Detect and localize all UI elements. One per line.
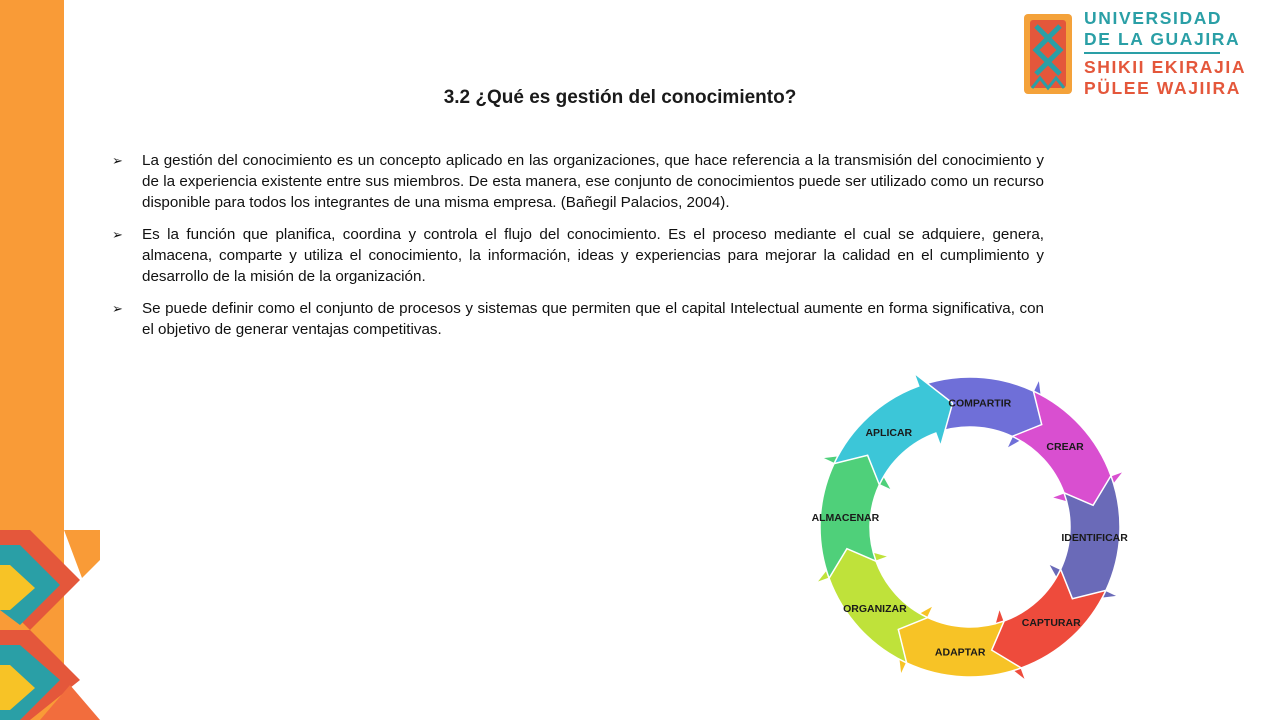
logo-divider — [1084, 52, 1220, 54]
bullet-text-1: La gestión del conocimiento es un concepto aplicado en las organizaciones, que hace referencia a la transmisión del conocimiento y de la experiencia existente entre sus miembros. De esta manera, ese conjunto de conocimientos puede ser utilizado como un recurso disponible para todos los integrantes de una misma empresa. (Bañegil Palacios, 2004). — [142, 152, 1044, 211]
cycle-label-compartir: COMPARTIR — [948, 397, 1012, 410]
logo-line-pulee-wajiira: PÜLEE WAJIIRA — [1084, 78, 1241, 98]
bullet-text-2: Es la función que planifica, coordina y controla el flujo del conocimiento. Es el proceso mediante el cual se adquiere, genera, almacena, comparte y utiliza el conocimiento, la información, ideas y experiencias para mejorar la calidad en el cumplimiento y desarrollo de la misión de la organización. — [142, 226, 1044, 285]
arrowhead-bullet-icon: ➢ — [112, 227, 123, 242]
arrowhead-bullet-icon: ➢ — [112, 301, 123, 316]
logo-line-shikii-ekirajia: SHIKII EKIRAJIA — [1084, 57, 1247, 77]
bullet-list — [112, 150, 1044, 351]
arrowhead-bullet-icon: ➢ — [112, 153, 123, 168]
bullet-item-2 — [112, 224, 1044, 287]
logo-line-de-la-guajira: DE LA GUAJIRA — [1084, 29, 1241, 49]
bullet-text-3: Se puede definir como el conjunto de procesos y sistemas que permiten que el capital Intelectual aumente en forma significativa, con el objetivo de generar ventajas competitivas. — [142, 300, 1044, 338]
knowledge-cycle-diagram — [790, 362, 1150, 692]
cycle-label-almacenar: ALMACENAR — [811, 512, 880, 525]
cycle-label-adaptar: ADAPTAR — [934, 646, 986, 659]
slide-title: 3.2 ¿Qué es gestión del conocimiento? — [443, 87, 797, 108]
bullet-item-1 — [112, 150, 1044, 213]
cycle-label-capturar: CAPTURAR — [1021, 617, 1081, 630]
university-logo-text — [1084, 8, 1247, 99]
logo-line-universidad: UNIVERSIDAD — [1084, 8, 1223, 28]
cycle-label-crear: CREAR — [1046, 440, 1084, 453]
cycle-label-organizar: ORGANIZAR — [843, 603, 907, 616]
woven-pattern-decoration — [0, 530, 100, 720]
bullet-item-3 — [112, 298, 1044, 340]
cycle-label-aplicar: APLICAR — [865, 426, 913, 439]
cycle-label-identificar: IDENTIFICAR — [1061, 531, 1128, 544]
